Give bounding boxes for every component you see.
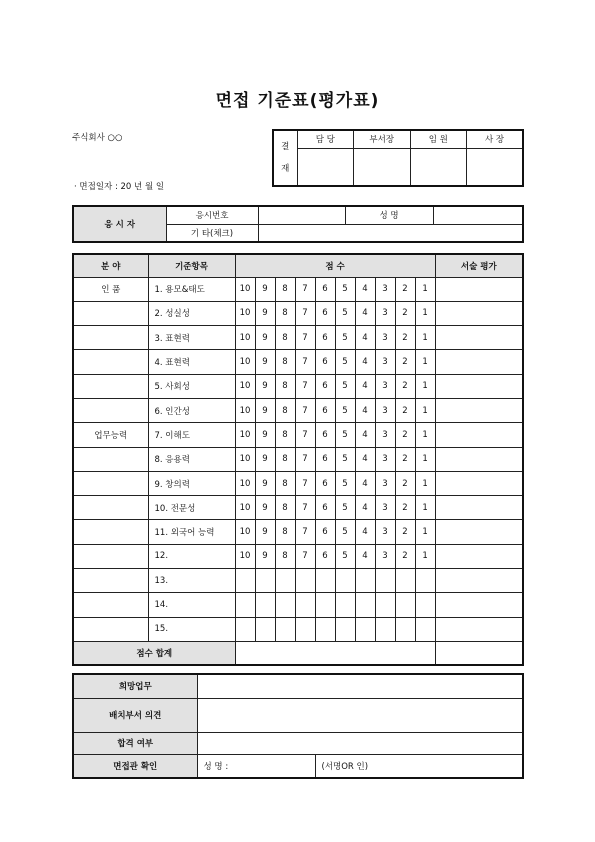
score-cell[interactable]: 4 (355, 301, 375, 325)
score-cell[interactable]: 1 (415, 398, 435, 422)
score-cell[interactable]: 10 (235, 398, 255, 422)
score-cell[interactable]: 9 (255, 496, 275, 520)
score-cell[interactable] (235, 569, 255, 593)
score-cell[interactable]: 10 (235, 471, 255, 495)
score-cell[interactable]: 6 (315, 496, 335, 520)
row-criteria: 4. 표현력 (148, 350, 235, 374)
score-cell[interactable]: 8 (275, 398, 295, 422)
score-cell[interactable]: 3 (375, 423, 395, 447)
score-cell[interactable]: 5 (335, 520, 355, 544)
score-cell[interactable]: 1 (415, 277, 435, 301)
score-cell[interactable] (295, 617, 315, 641)
score-cell[interactable]: 5 (335, 350, 355, 374)
row-criteria: 3. 표현력 (148, 326, 235, 350)
row-field: 인 품 (73, 277, 148, 301)
applicant-number-field[interactable] (258, 206, 345, 224)
applicant-number-label: 응시번호 (166, 206, 258, 224)
score-cell[interactable]: 1 (415, 301, 435, 325)
score-cell[interactable]: 9 (255, 447, 275, 471)
score-cell[interactable]: 8 (275, 326, 295, 350)
score-cell[interactable]: 6 (315, 301, 335, 325)
score-cell[interactable]: 7 (295, 374, 315, 398)
row-field (73, 617, 148, 641)
score-cell[interactable]: 10 (235, 520, 255, 544)
score-cell[interactable] (275, 569, 295, 593)
evaluation-row (73, 301, 523, 325)
score-cell[interactable] (375, 593, 395, 617)
score-cell[interactable]: 2 (395, 520, 415, 544)
score-cell[interactable] (315, 569, 335, 593)
evaluation-table (72, 253, 524, 666)
header-field: 분 야 (73, 254, 148, 277)
row-field (73, 350, 148, 374)
score-cell[interactable]: 6 (315, 544, 335, 568)
score-cell[interactable]: 5 (335, 326, 355, 350)
score-cell[interactable]: 6 (315, 350, 335, 374)
score-cell[interactable] (415, 593, 435, 617)
row-field (73, 326, 148, 350)
score-cell[interactable]: 6 (315, 520, 335, 544)
applicant-name-label: 성 명 (345, 206, 433, 224)
score-cell[interactable] (335, 617, 355, 641)
score-cell[interactable]: 8 (275, 496, 295, 520)
score-cell[interactable]: 2 (395, 398, 415, 422)
score-cell[interactable]: 3 (375, 544, 395, 568)
row-criteria: 8. 응용력 (148, 447, 235, 471)
score-cell[interactable]: 1 (415, 374, 435, 398)
header-score: 점 수 (235, 254, 435, 277)
interviewer-sign-name[interactable]: 성 명 : (197, 754, 315, 778)
score-cell[interactable]: 10 (235, 374, 255, 398)
score-cell[interactable] (335, 593, 355, 617)
score-cell[interactable]: 9 (255, 350, 275, 374)
row-criteria: 6. 인간성 (148, 398, 235, 422)
score-cell[interactable]: 4 (355, 496, 375, 520)
total-score-field[interactable] (235, 641, 435, 665)
approval-header-executive: 임 원 (410, 130, 467, 148)
score-cell[interactable]: 2 (395, 447, 415, 471)
applicant-etc-label: 기 타(체크) (166, 224, 258, 242)
evaluation-row (73, 544, 523, 568)
score-cell[interactable]: 2 (395, 544, 415, 568)
score-cell[interactable]: 9 (255, 301, 275, 325)
score-cell[interactable]: 10 (235, 544, 255, 568)
score-cell[interactable]: 10 (235, 496, 255, 520)
score-cell[interactable]: 2 (395, 301, 415, 325)
dept-opinion-field[interactable] (197, 698, 523, 732)
score-cell[interactable]: 1 (415, 447, 435, 471)
score-cell[interactable]: 9 (255, 326, 275, 350)
score-cell[interactable]: 1 (415, 544, 435, 568)
header-criteria: 기준항목 (148, 254, 235, 277)
score-cell[interactable]: 10 (235, 447, 255, 471)
score-cell[interactable]: 7 (295, 301, 315, 325)
row-criteria: 10. 전문성 (148, 496, 235, 520)
score-cell[interactable]: 3 (375, 326, 395, 350)
score-cell[interactable]: 5 (335, 471, 355, 495)
dept-opinion-label: 배치부서 의견 (73, 698, 197, 732)
score-cell[interactable]: 3 (375, 496, 395, 520)
score-cell[interactable]: 5 (335, 277, 355, 301)
score-cell[interactable]: 2 (395, 471, 415, 495)
score-cell[interactable]: 4 (355, 374, 375, 398)
score-cell[interactable] (355, 617, 375, 641)
bottom-table (72, 673, 524, 779)
score-cell[interactable]: 7 (295, 277, 315, 301)
score-cell[interactable]: 9 (255, 398, 275, 422)
written-eval-cell[interactable] (435, 496, 523, 520)
company-name: 주식회사 ○○ (72, 133, 123, 143)
approval-sign-dept-head[interactable] (354, 148, 411, 186)
row-field (73, 593, 148, 617)
score-cell[interactable]: 7 (295, 544, 315, 568)
score-cell[interactable] (375, 617, 395, 641)
applicant-name-field[interactable] (433, 206, 523, 224)
approval-sign-executive[interactable] (410, 148, 467, 186)
score-cell[interactable] (315, 593, 335, 617)
written-eval-cell[interactable] (435, 374, 523, 398)
score-cell[interactable]: 10 (235, 301, 255, 325)
score-cell[interactable]: 4 (355, 423, 375, 447)
pass-status-field[interactable] (197, 732, 523, 754)
score-cell[interactable] (415, 617, 435, 641)
score-cell[interactable]: 4 (355, 520, 375, 544)
score-cell[interactable]: 2 (395, 350, 415, 374)
row-field (73, 301, 148, 325)
written-eval-cell[interactable] (435, 326, 523, 350)
row-criteria: 2. 성실성 (148, 301, 235, 325)
score-cell[interactable]: 2 (395, 277, 415, 301)
score-cell[interactable]: 9 (255, 544, 275, 568)
score-cell[interactable]: 9 (255, 520, 275, 544)
row-criteria: 1. 용모&태도 (148, 277, 235, 301)
applicant-label: 응 시 자 (73, 206, 166, 242)
written-eval-cell[interactable] (435, 447, 523, 471)
score-cell[interactable]: 5 (335, 398, 355, 422)
row-field (73, 520, 148, 544)
score-cell[interactable] (295, 593, 315, 617)
score-cell[interactable]: 4 (355, 471, 375, 495)
written-eval-cell[interactable] (435, 569, 523, 593)
score-cell[interactable]: 5 (335, 301, 355, 325)
score-cell[interactable]: 3 (375, 398, 395, 422)
score-cell[interactable] (315, 617, 335, 641)
score-cell[interactable]: 9 (255, 423, 275, 447)
score-cell[interactable]: 7 (295, 447, 315, 471)
evaluation-row (73, 617, 523, 641)
score-cell[interactable]: 2 (395, 496, 415, 520)
score-cell[interactable] (235, 617, 255, 641)
score-cell[interactable] (275, 593, 295, 617)
applicant-table (72, 205, 524, 243)
row-field (73, 544, 148, 568)
score-cell[interactable]: 7 (295, 350, 315, 374)
score-cell[interactable]: 10 (235, 277, 255, 301)
score-cell[interactable]: 5 (335, 447, 355, 471)
written-eval-cell[interactable] (435, 544, 523, 568)
score-cell[interactable]: 7 (295, 471, 315, 495)
score-cell[interactable] (375, 569, 395, 593)
score-cell[interactable]: 2 (395, 374, 415, 398)
score-cell[interactable]: 3 (375, 277, 395, 301)
score-cell[interactable]: 8 (275, 277, 295, 301)
pass-status-label: 합격 여부 (73, 732, 197, 754)
score-cell[interactable]: 1 (415, 326, 435, 350)
score-cell[interactable] (395, 617, 415, 641)
score-cell[interactable] (255, 617, 275, 641)
interviewer-confirm-label: 면접관 확인 (73, 754, 197, 778)
written-eval-cell[interactable] (435, 301, 523, 325)
score-cell[interactable] (275, 617, 295, 641)
score-cell[interactable]: 1 (415, 423, 435, 447)
row-criteria: 5. 사회성 (148, 374, 235, 398)
score-cell[interactable]: 8 (275, 447, 295, 471)
score-cell[interactable] (235, 593, 255, 617)
row-field (73, 374, 148, 398)
approval-sign-manager[interactable] (297, 148, 354, 186)
score-cell[interactable]: 4 (355, 398, 375, 422)
approval-header-dept-head: 부서장 (354, 130, 411, 148)
written-eval-cell[interactable] (435, 520, 523, 544)
score-cell[interactable]: 1 (415, 520, 435, 544)
score-cell[interactable]: 8 (275, 544, 295, 568)
score-cell[interactable]: 8 (275, 374, 295, 398)
score-cell[interactable]: 5 (335, 423, 355, 447)
score-cell[interactable] (255, 593, 275, 617)
score-cell[interactable]: 4 (355, 350, 375, 374)
score-cell[interactable]: 7 (295, 398, 315, 422)
score-cell[interactable]: 8 (275, 520, 295, 544)
row-field (73, 496, 148, 520)
row-field (73, 471, 148, 495)
score-cell[interactable]: 6 (315, 447, 335, 471)
row-field (73, 447, 148, 471)
score-cell[interactable]: 7 (295, 496, 315, 520)
score-cell[interactable]: 10 (235, 423, 255, 447)
score-cell[interactable]: 7 (295, 326, 315, 350)
evaluation-row (73, 277, 523, 301)
written-eval-cell[interactable] (435, 617, 523, 641)
score-cell[interactable]: 8 (275, 471, 295, 495)
score-cell[interactable]: 6 (315, 277, 335, 301)
row-field (73, 398, 148, 422)
total-written-cell[interactable] (435, 641, 523, 665)
written-eval-cell[interactable] (435, 398, 523, 422)
score-cell[interactable]: 8 (275, 423, 295, 447)
row-field (73, 569, 148, 593)
header-written-eval: 서술 평가 (435, 254, 523, 277)
evaluation-row (73, 520, 523, 544)
desired-job-label: 희망업무 (73, 674, 197, 698)
score-cell[interactable]: 2 (395, 326, 415, 350)
score-cell[interactable]: 9 (255, 374, 275, 398)
score-cell[interactable]: 4 (355, 277, 375, 301)
score-cell[interactable]: 6 (315, 398, 335, 422)
score-cell[interactable] (355, 593, 375, 617)
evaluation-row (73, 593, 523, 617)
score-cell[interactable]: 10 (235, 326, 255, 350)
score-cell[interactable]: 6 (315, 471, 335, 495)
score-cell[interactable]: 5 (335, 496, 355, 520)
score-cell[interactable]: 1 (415, 471, 435, 495)
score-cell[interactable]: 3 (375, 471, 395, 495)
score-cell[interactable]: 8 (275, 350, 295, 374)
evaluation-row (73, 423, 523, 447)
score-cell[interactable]: 5 (335, 374, 355, 398)
score-cell[interactable] (395, 593, 415, 617)
score-cell[interactable]: 4 (355, 326, 375, 350)
score-cell[interactable] (255, 569, 275, 593)
score-cell[interactable]: 5 (335, 544, 355, 568)
row-criteria: 13. (148, 569, 235, 593)
written-eval-cell[interactable] (435, 277, 523, 301)
row-criteria: 11. 외국어 능력 (148, 520, 235, 544)
score-cell[interactable]: 6 (315, 423, 335, 447)
score-cell[interactable] (295, 569, 315, 593)
row-criteria: 14. (148, 593, 235, 617)
written-eval-cell[interactable] (435, 593, 523, 617)
score-cell[interactable]: 3 (375, 520, 395, 544)
evaluation-row (73, 374, 523, 398)
evaluation-row (73, 398, 523, 422)
score-cell[interactable]: 3 (375, 350, 395, 374)
score-cell[interactable]: 8 (275, 301, 295, 325)
row-criteria: 12. (148, 544, 235, 568)
score-cell[interactable]: 7 (295, 423, 315, 447)
interviewer-sign-note: (서명OR 인) (315, 754, 523, 778)
evaluation-row (73, 326, 523, 350)
score-cell[interactable]: 6 (315, 326, 335, 350)
evaluation-row (73, 471, 523, 495)
written-eval-cell[interactable] (435, 423, 523, 447)
score-cell[interactable]: 2 (395, 423, 415, 447)
score-cell[interactable]: 1 (415, 496, 435, 520)
evaluation-row (73, 569, 523, 593)
score-cell[interactable]: 7 (295, 520, 315, 544)
score-cell[interactable]: 4 (355, 544, 375, 568)
evaluation-row (73, 496, 523, 520)
evaluation-row (73, 350, 523, 374)
score-cell[interactable] (415, 569, 435, 593)
score-cell[interactable] (335, 569, 355, 593)
approval-sign-president[interactable] (467, 148, 524, 186)
score-cell[interactable]: 3 (375, 301, 395, 325)
page-title: 면접 기준표(평가표) (215, 91, 380, 111)
score-cell[interactable]: 1 (415, 350, 435, 374)
row-criteria: 9. 창의력 (148, 471, 235, 495)
score-cell[interactable] (355, 569, 375, 593)
approval-header-president: 사 장 (467, 130, 524, 148)
approval-header-manager: 담 당 (297, 130, 354, 148)
score-cell[interactable] (395, 569, 415, 593)
approval-table (272, 129, 524, 187)
score-cell[interactable]: 6 (315, 374, 335, 398)
score-cell[interactable]: 9 (255, 471, 275, 495)
score-cell[interactable]: 3 (375, 447, 395, 471)
score-cell[interactable]: 10 (235, 350, 255, 374)
written-eval-cell[interactable] (435, 350, 523, 374)
row-field: 업무능력 (73, 423, 148, 447)
row-criteria: 15. (148, 617, 235, 641)
interview-date: · 면접일자 : 20 년 월 일 (74, 182, 165, 192)
applicant-etc-field[interactable] (258, 224, 523, 242)
score-cell[interactable]: 4 (355, 447, 375, 471)
evaluation-row (73, 447, 523, 471)
approval-side-label: 결 재 (273, 130, 297, 186)
score-cell[interactable]: 9 (255, 277, 275, 301)
row-criteria: 7. 이해도 (148, 423, 235, 447)
desired-job-field[interactable] (197, 674, 523, 698)
score-cell[interactable]: 3 (375, 374, 395, 398)
written-eval-cell[interactable] (435, 471, 523, 495)
total-score-label: 점수 합계 (73, 641, 235, 665)
